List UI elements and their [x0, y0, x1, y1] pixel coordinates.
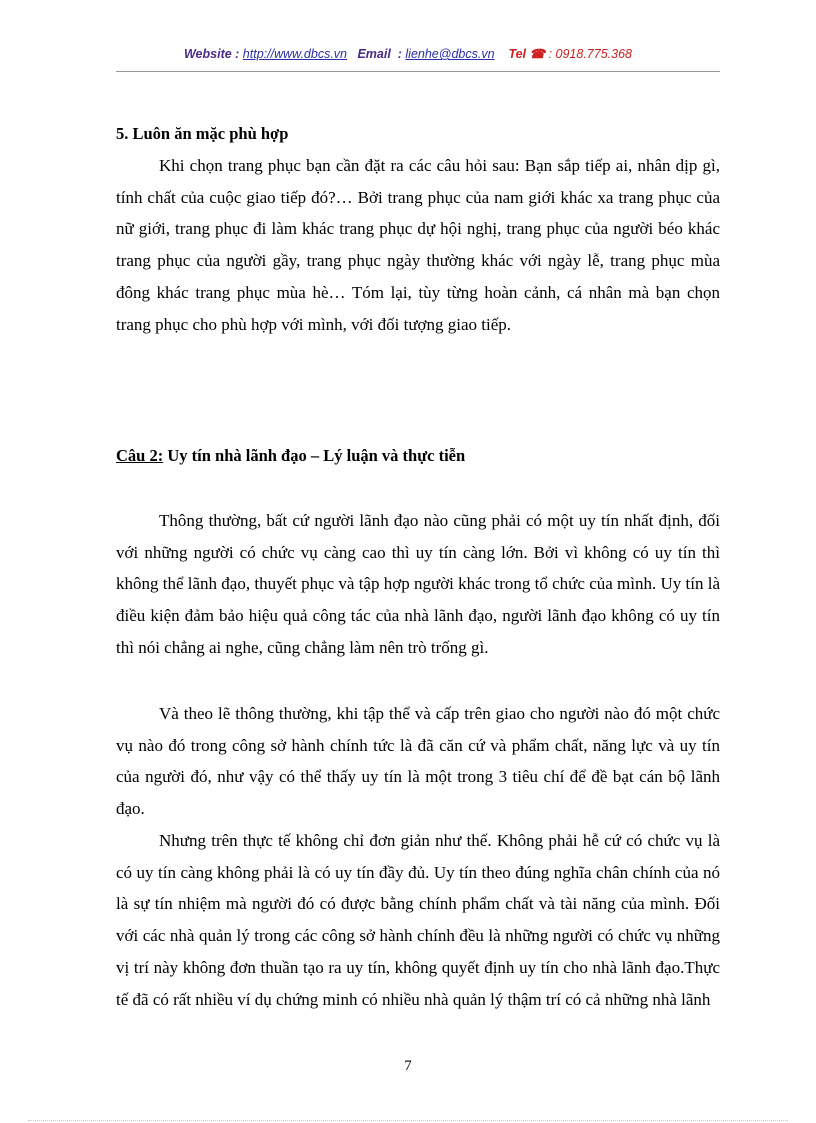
- phone-icon: ☎: [529, 47, 546, 61]
- page-number: 7: [404, 1058, 412, 1074]
- section-heading: 5. Luôn ăn mặc phù hợp: [116, 124, 289, 143]
- question-label: Câu 2:: [116, 446, 164, 465]
- body-paragraph: Thông thường, bất cứ người lãnh đạo nào cũng phải có một uy tín nhất định, đối với những người có chức vụ càng cao thì uy tín càng lớn. Bởi vì không có uy tín thì không thể lãnh đạo, thuyết phục và tập hợp người khác trong tổ chức của mình. Uy tín là điều kiện đảm bảo hiệu quả công tác của nhà lãnh đạo, người lãnh đạo không có uy tín thì nói chẳng ai nghe, cũng chẳng làm nên trò trống gì.: [116, 511, 720, 657]
- tel-label: Tel: [508, 47, 527, 61]
- question-title: Uy tín nhà lãnh đạo – Lý luận và thực tiễn: [163, 446, 466, 465]
- body-paragraph: Và theo lẽ thông thường, khi tập thể và cấp trên giao cho người nào đó một chức vụ nào đó trong công sở hành chính tức là đã căn cứ và phẩm chất, năng lực và uy tín của người đó, như vậy có thể thấy uy tín là một trong 3 tiêu chí để đề bạt cán bộ lãnh đạo.: [116, 704, 720, 819]
- header-divider: [116, 71, 720, 72]
- website-separator: :: [231, 47, 243, 61]
- tel-value: : 0918.775.368: [545, 47, 632, 61]
- page-bottom-border: [28, 1120, 788, 1121]
- section-paragraph: Khi chọn trang phục bạn cần đặt ra các câu hỏi sau: Bạn sắp tiếp ai, nhân dịp gì, tính chất của cuộc giao tiếp đó?… Bởi trang phục của nam giới khác xa trang phục của nữ giới, trang phục đi làm khác trang phục dự hội nghị, trang phục của người béo khác trang phục của người gầy, trang phục ngày thường khác với ngày lễ, trang phục mùa đông khác trang phục mùa hè… Tóm lại, tùy từng hoàn cảnh, cá nhân mà bạn chọn trang phục cho phù hợp với mình, với đối tượng giao tiếp.: [116, 156, 720, 334]
- question-heading: [116, 446, 465, 466]
- website-label: Website: [183, 47, 232, 61]
- email-label: Email: [357, 47, 391, 61]
- body-paragraph: Nhưng trên thực tế không chỉ đơn giản như thế. Không phải hễ cứ có chức vụ là có uy tín càng không phải là có uy tín đầy đủ. Uy tín theo đúng nghĩa chân chính của nó là sự tín nhiệm mà người đó có được bằng chính phẩm chất và tài năng của mình. Đối với các nhà quản lý trong các công sở hành chính đều là những người có chức vụ những vị trí này không đơn thuần tạo ra uy tín, không quyết định uy tín cho nhà lãnh đạo.Thực tế đã có rất nhiều ví dụ chứng minh có nhiều nhà quản lý thậm trí có cả những nhà lãnh: [116, 831, 720, 1009]
- email-link[interactable]: lienhe@dbcs.vn: [405, 47, 495, 61]
- email-separator: :: [394, 47, 406, 61]
- page-header: [0, 46, 816, 61]
- website-link[interactable]: http://www.dbcs.vn: [242, 47, 348, 61]
